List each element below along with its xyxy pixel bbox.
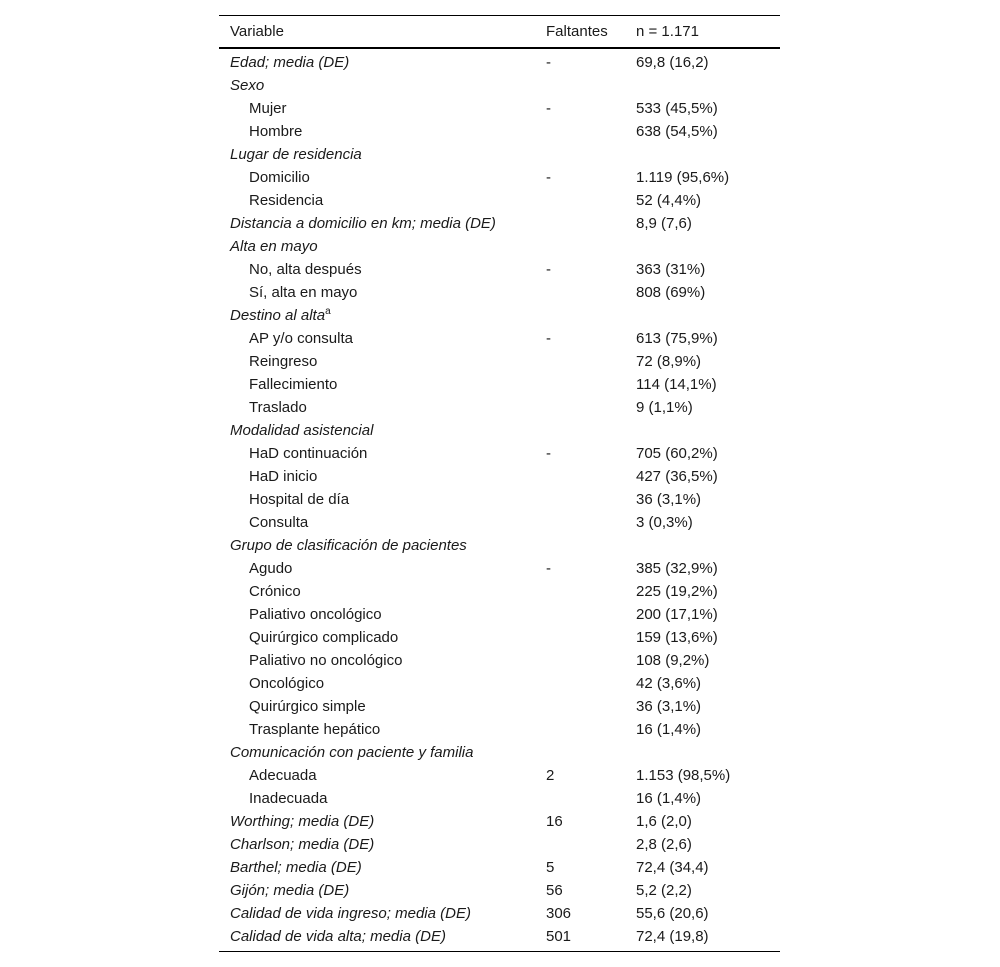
row-label [219, 534, 546, 557]
row-value: 427 (36,5%) [636, 468, 718, 485]
row-value: 9 (1,1%) [636, 399, 693, 416]
table-row [219, 925, 780, 952]
row-label-text: Consulta [249, 514, 309, 531]
row-sublabel [219, 373, 546, 396]
table-row [219, 902, 780, 925]
row-value: 36 (3,1%) [636, 491, 702, 508]
row-value: 225 (19,2%) [636, 583, 718, 600]
row-sublabel [219, 649, 546, 672]
row-value: 808 (69%) [636, 284, 706, 301]
table-row [219, 97, 780, 120]
row-label-text: Reingreso [249, 353, 318, 370]
row-value: 1.119 (95,6%) [636, 169, 730, 186]
table-row [219, 787, 780, 810]
table-row [219, 281, 780, 304]
row-value: 533 (45,5%) [636, 100, 718, 117]
table-row [219, 833, 780, 856]
row-label [219, 902, 546, 925]
row-value: 638 (54,5%) [636, 123, 718, 140]
row-value: 363 (31%) [636, 261, 706, 278]
row-label-text: Traslado [249, 399, 307, 416]
table-row [219, 879, 780, 902]
row-sublabel [219, 166, 546, 189]
table-row [219, 764, 780, 787]
row-value: 42 (3,6%) [636, 675, 702, 692]
row-label [219, 235, 546, 258]
row-value [636, 741, 780, 764]
row-sublabel [219, 718, 546, 741]
row-label-text: Quirúrgico simple [249, 698, 366, 715]
table-row [219, 649, 780, 672]
row-label-text: Trasplante hepático [249, 721, 381, 738]
row-sublabel [219, 626, 546, 649]
row-label [219, 48, 546, 74]
row-missing: - [546, 100, 551, 117]
row-sublabel [219, 764, 546, 787]
row-missing: 306 [546, 905, 572, 922]
row-missing [546, 833, 636, 856]
table-row [219, 580, 780, 603]
header-row [219, 16, 780, 49]
row-missing: - [546, 169, 551, 186]
table-row [219, 603, 780, 626]
table-row [219, 373, 780, 396]
row-value: 5,2 (2,2) [636, 882, 692, 899]
row-missing [546, 787, 636, 810]
row-missing: - [546, 445, 551, 462]
row-missing: - [546, 54, 551, 71]
row-missing: 501 [546, 928, 572, 945]
row-missing [546, 350, 636, 373]
row-label-text: Gijón; media (DE) [230, 882, 350, 899]
row-label-text: Fallecimiento [249, 376, 338, 393]
row-missing [546, 626, 636, 649]
row-label-text: Hombre [249, 123, 303, 140]
row-missing: - [546, 560, 551, 577]
row-sublabel [219, 120, 546, 143]
row-label-text: Agudo [249, 560, 293, 577]
table-row [219, 143, 780, 166]
row-sublabel [219, 488, 546, 511]
row-label [219, 419, 546, 442]
row-label-text: Charlson; media (DE) [230, 836, 375, 853]
header-missing: Faltantes [546, 23, 608, 40]
row-label-text: Comunicación con paciente y familia [230, 744, 474, 761]
table-row [219, 810, 780, 833]
row-label [219, 810, 546, 833]
table-row [219, 672, 780, 695]
table-row [219, 350, 780, 373]
row-missing [546, 419, 636, 442]
row-label-text: HaD continuación [249, 445, 368, 462]
row-label-text: Sexo [230, 77, 265, 94]
row-label-text: Oncológico [249, 675, 325, 692]
row-value [636, 534, 780, 557]
row-sublabel [219, 350, 546, 373]
table-header [219, 16, 780, 49]
table-row [219, 48, 780, 74]
row-sublabel [219, 97, 546, 120]
row-value: 200 (17,1%) [636, 606, 718, 623]
table-row [219, 304, 780, 327]
row-label-text: HaD inicio [249, 468, 318, 485]
row-sublabel [219, 396, 546, 419]
row-missing [546, 465, 636, 488]
row-label-text: Modalidad asistencial [230, 422, 374, 439]
row-missing [546, 695, 636, 718]
row-missing: 56 [546, 882, 563, 899]
table-row [219, 442, 780, 465]
row-label-text: Calidad de vida ingreso; media (DE) [230, 905, 471, 922]
row-value: 69,8 (16,2) [636, 54, 709, 71]
row-label-text: Lugar de residencia [230, 146, 362, 163]
table-row [219, 718, 780, 741]
row-label-text: Paliativo oncológico [249, 606, 382, 623]
row-sublabel [219, 327, 546, 350]
row-missing: - [546, 330, 551, 347]
table-row [219, 419, 780, 442]
row-missing [546, 120, 636, 143]
row-label-text: Crónico [249, 583, 301, 600]
table-row [219, 120, 780, 143]
row-label-text: Worthing; media (DE) [230, 813, 375, 830]
row-label-text: No, alta después [249, 261, 362, 278]
table-row [219, 235, 780, 258]
row-label-text: Alta en mayo [230, 238, 318, 255]
row-label-text: Destino al alta [230, 307, 326, 324]
table-row [219, 856, 780, 879]
row-missing [546, 649, 636, 672]
row-missing [546, 235, 636, 258]
row-sublabel [219, 580, 546, 603]
row-label-text: Distancia a domicilio en km; media (DE) [230, 215, 496, 232]
row-value: 1.153 (98,5%) [636, 767, 731, 784]
row-sublabel [219, 672, 546, 695]
table-row [219, 258, 780, 281]
row-label [219, 925, 546, 952]
row-missing [546, 718, 636, 741]
table-row [219, 695, 780, 718]
row-value [636, 304, 780, 327]
row-missing [546, 603, 636, 626]
descriptive-table [219, 15, 780, 952]
row-value: 705 (60,2%) [636, 445, 718, 462]
row-missing [546, 74, 636, 97]
row-missing [546, 511, 636, 534]
row-label [219, 879, 546, 902]
row-label-text: Adecuada [249, 767, 317, 784]
row-label-text: Quirúrgico complicado [249, 629, 399, 646]
row-missing [546, 534, 636, 557]
row-value: 613 (75,9%) [636, 330, 718, 347]
row-label-text: Domicilio [249, 169, 310, 186]
table-row [219, 465, 780, 488]
row-sublabel [219, 603, 546, 626]
row-value: 52 (4,4%) [636, 192, 702, 209]
table-row [219, 626, 780, 649]
table-row [219, 511, 780, 534]
row-value: 16 (1,4%) [636, 790, 702, 807]
row-missing [546, 373, 636, 396]
row-sublabel [219, 465, 546, 488]
row-value: 72,4 (34,4) [636, 859, 709, 876]
row-sublabel [219, 557, 546, 580]
row-missing: 16 [546, 813, 563, 830]
row-missing [546, 672, 636, 695]
table-row [219, 488, 780, 511]
footnote-marker: a [325, 306, 331, 317]
table-row [219, 534, 780, 557]
row-label-text: Barthel; media (DE) [230, 859, 362, 876]
table-body [219, 48, 780, 952]
table-row [219, 741, 780, 764]
row-value: 385 (32,9%) [636, 560, 718, 577]
table-row [219, 396, 780, 419]
table-row [219, 74, 780, 97]
row-value: 72,4 (19,8) [636, 928, 709, 945]
table-row [219, 189, 780, 212]
row-sublabel [219, 695, 546, 718]
row-label-text: AP y/o consulta [249, 330, 353, 347]
row-sublabel [219, 787, 546, 810]
row-missing [546, 212, 636, 235]
row-value: 114 (14,1%) [636, 376, 717, 393]
row-value [636, 235, 780, 258]
row-value [636, 419, 780, 442]
row-missing [546, 488, 636, 511]
row-missing [546, 143, 636, 166]
row-missing [546, 281, 636, 304]
header-variable: Variable [230, 23, 284, 40]
table-row [219, 327, 780, 350]
row-label-text: Mujer [249, 100, 287, 117]
row-missing [546, 396, 636, 419]
row-value: 2,8 (2,6) [636, 836, 692, 853]
row-value [636, 143, 780, 166]
row-missing [546, 741, 636, 764]
row-value: 72 (8,9%) [636, 353, 702, 370]
row-label [219, 212, 546, 235]
row-label [219, 741, 546, 764]
row-label-text: Edad; media (DE) [230, 54, 350, 71]
row-missing [546, 189, 636, 212]
row-sublabel [219, 189, 546, 212]
row-missing [546, 580, 636, 603]
row-missing: - [546, 261, 551, 278]
header-n: n = 1.171 [636, 23, 699, 40]
row-label-text: Grupo de clasificación de pacientes [230, 537, 467, 554]
data-table-container [219, 15, 780, 952]
row-label-text: Hospital de día [249, 491, 350, 508]
row-label [219, 833, 546, 856]
row-sublabel [219, 258, 546, 281]
row-value [636, 74, 780, 97]
row-value: 159 (13,6%) [636, 629, 718, 646]
row-label [219, 304, 546, 327]
row-label-text: Calidad de vida alta; media (DE) [230, 928, 446, 945]
row-value: 3 (0,3%) [636, 514, 693, 531]
row-sublabel [219, 511, 546, 534]
row-label [219, 74, 546, 97]
row-value: 55,6 (20,6) [636, 905, 709, 922]
row-value: 1,6 (2,0) [636, 813, 692, 830]
row-missing: 5 [546, 859, 555, 876]
row-label-text: Residencia [249, 192, 324, 209]
row-value: 8,9 (7,6) [636, 215, 692, 232]
row-label-text: Inadecuada [249, 790, 328, 807]
row-sublabel [219, 281, 546, 304]
table-row [219, 166, 780, 189]
row-missing [546, 304, 636, 327]
row-value: 16 (1,4%) [636, 721, 702, 738]
row-label-text: Sí, alta en mayo [249, 284, 358, 301]
row-value: 36 (3,1%) [636, 698, 702, 715]
table-row [219, 212, 780, 235]
row-missing: 2 [546, 767, 555, 784]
row-label [219, 143, 546, 166]
table-row [219, 557, 780, 580]
row-sublabel [219, 442, 546, 465]
row-label [219, 856, 546, 879]
row-value: 108 (9,2%) [636, 652, 710, 669]
row-label-text: Paliativo no oncológico [249, 652, 403, 669]
